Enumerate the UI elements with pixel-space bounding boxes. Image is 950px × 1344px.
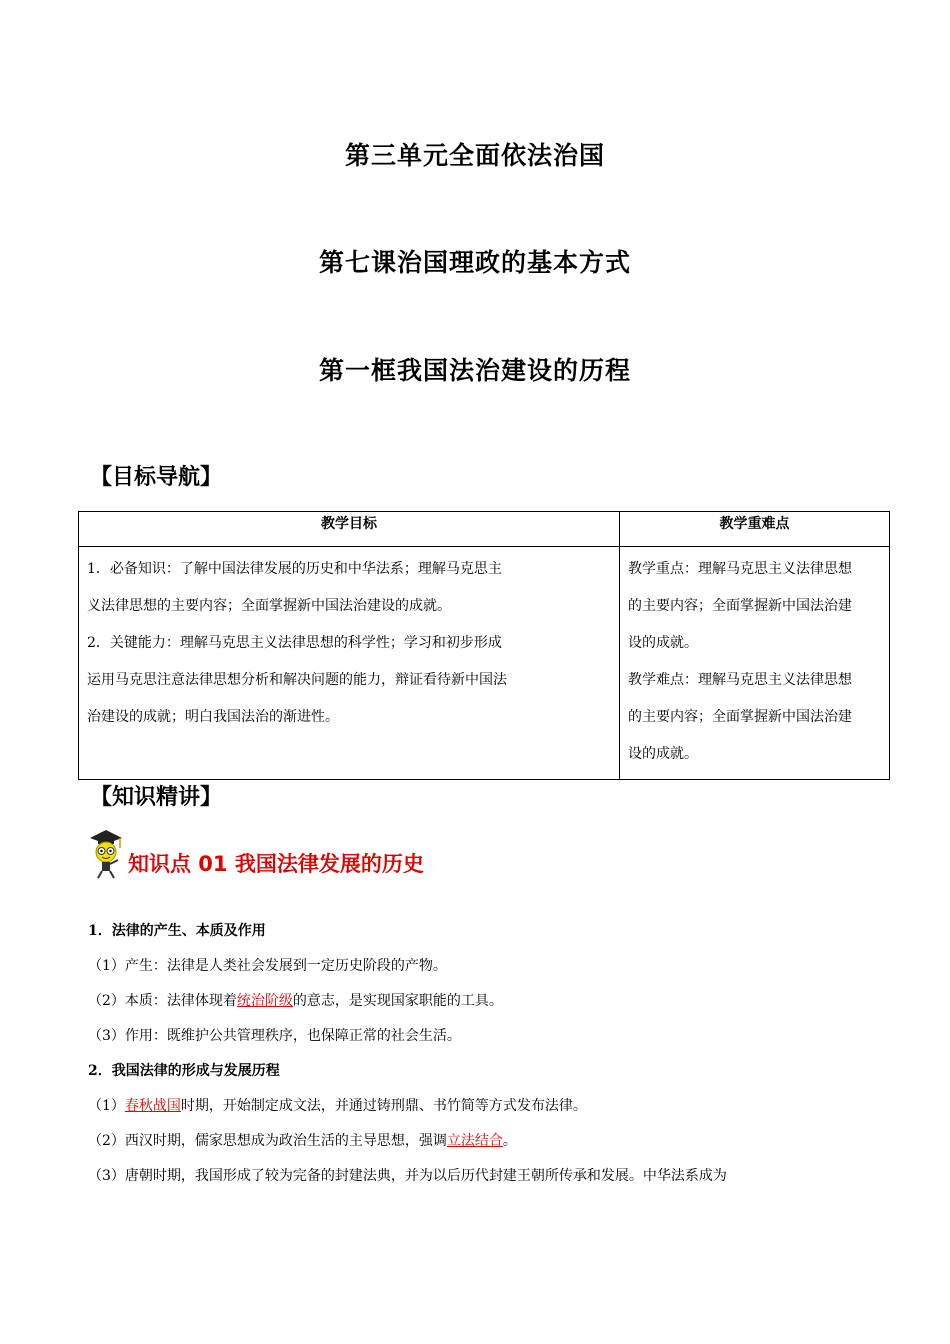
- focus-line: 设的成就。: [628, 746, 698, 762]
- graduate-mascot-icon: [88, 828, 124, 884]
- key-term: 立法结合: [446, 1133, 503, 1149]
- key-term: 春秋战国: [124, 1098, 181, 1114]
- table-row: [79, 547, 890, 780]
- goals-cell: [79, 547, 620, 780]
- frame-title: 第一框我国法治建设的历程: [318, 356, 631, 385]
- unit-title: 第三单元全面依法治国: [344, 141, 605, 170]
- text-span: （1）: [88, 1098, 125, 1114]
- table-header-focus: 教学重难点: [620, 512, 890, 547]
- focus-cell: [620, 547, 890, 780]
- key-term: 统治阶级: [236, 993, 293, 1009]
- paragraph: [88, 1089, 878, 1124]
- paragraph: （1）产生：法律是人类社会发展到一定历史阶段的产物。: [88, 958, 447, 974]
- table-header-row: [79, 512, 890, 547]
- text-span: 的意志，是实现国家职能的工具。: [292, 993, 503, 1009]
- table-header-goals: 教学目标: [79, 512, 620, 547]
- focus-line: 的主要内容；全面掌握新中国法治建: [628, 709, 852, 725]
- subheading-1: 1．法律的产生、本质及作用: [88, 923, 266, 939]
- goals-line: 1．必备知识：了解中国法律发展的历史和中华法系；理解马克思主: [87, 561, 502, 577]
- text-span: （2）西汉时期，儒家思想成为政治生活的主导思想，强调: [88, 1133, 447, 1149]
- goals-nav-heading: 【目标导航】: [90, 465, 223, 490]
- paragraph: （3）作用：既维护公共管理秩序，也保障正常的社会生活。: [88, 1028, 461, 1044]
- content-body: [88, 914, 878, 1194]
- text-span: （2）本质：法律体现着: [88, 993, 237, 1009]
- knowledge-heading: 【知识精讲】: [90, 785, 223, 810]
- focus-line: 教学难点：理解马克思主义法律思想: [628, 672, 852, 688]
- goals-line: 治建设的成就；明白我国法治的渐进性。: [87, 709, 339, 725]
- paragraph: [88, 1124, 878, 1159]
- knowledge-point-header: [88, 828, 424, 884]
- paragraph: [88, 984, 878, 1019]
- goals-line: 2．关键能力：理解马克思主义法律思想的科学性；学习和初步形成: [87, 635, 502, 651]
- text-span: 时期，开始制定成文法，并通过铸刑鼎、书竹简等方式发布法律。: [180, 1098, 587, 1114]
- knowledge-point-title: 知识点 01 我国法律发展的历史: [128, 852, 424, 876]
- goals-table: [78, 511, 890, 780]
- focus-line: 的主要内容；全面掌握新中国法治建: [628, 598, 852, 614]
- goals-line: 运用马克思注意法律思想分析和解决问题的能力，辩证看待新中国法: [87, 672, 507, 688]
- focus-line: 教学重点：理解马克思主义法律思想: [628, 561, 852, 577]
- paragraph: （3）唐朝时期，我国形成了较为完备的封建法典，并为以后历代封建王朝所传承和发展。中华法系成为: [88, 1168, 727, 1184]
- focus-line: 设的成就。: [628, 635, 698, 651]
- lesson-title: 第七课治国理政的基本方式: [318, 248, 631, 277]
- goals-line: 义法律思想的主要内容；全面掌握新中国法治建设的成就。: [87, 598, 451, 614]
- subheading-2: 2．我国法律的形成与发展历程: [88, 1063, 280, 1079]
- text-span: 。: [502, 1133, 517, 1149]
